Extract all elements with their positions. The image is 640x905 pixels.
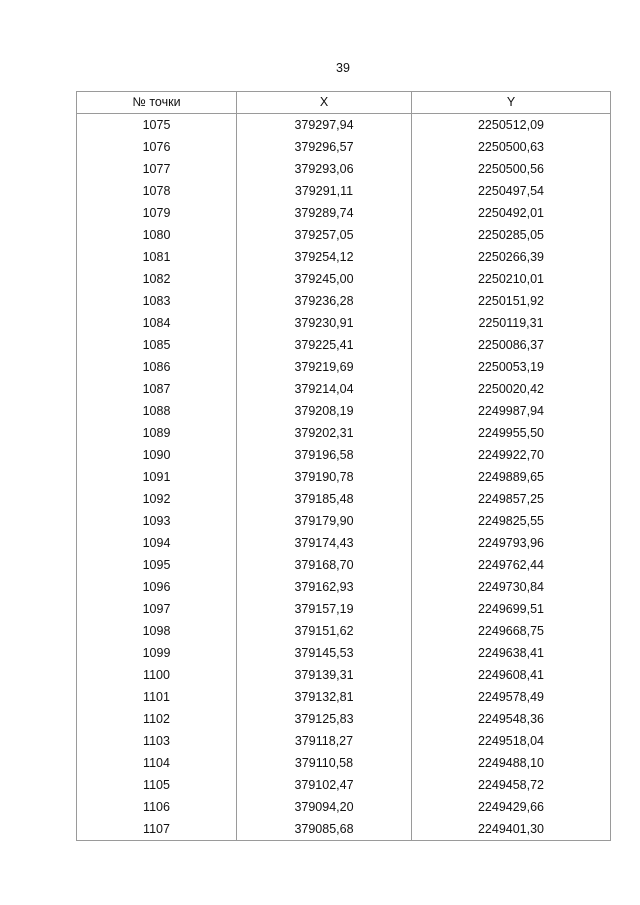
cell-y: 2249518,04	[412, 730, 611, 752]
cell-point-number: 1078	[77, 180, 237, 202]
cell-point-number: 1107	[77, 818, 237, 841]
cell-point-number: 1087	[77, 378, 237, 400]
cell-y: 2249638,41	[412, 642, 611, 664]
cell-x: 379085,68	[237, 818, 412, 841]
cell-x: 379296,57	[237, 136, 412, 158]
cell-x: 379118,27	[237, 730, 412, 752]
cell-x: 379219,69	[237, 356, 412, 378]
cell-y: 2250151,92	[412, 290, 611, 312]
cell-y: 2249699,51	[412, 598, 611, 620]
table-row	[77, 114, 611, 137]
cell-x: 379225,41	[237, 334, 412, 356]
cell-point-number: 1084	[77, 312, 237, 334]
table-row	[77, 620, 611, 642]
table-row	[77, 510, 611, 532]
table-header-row	[77, 92, 611, 114]
cell-y: 2249668,75	[412, 620, 611, 642]
cell-x: 379190,78	[237, 466, 412, 488]
table-row	[77, 136, 611, 158]
table-row	[77, 466, 611, 488]
cell-point-number: 1092	[77, 488, 237, 510]
table-row	[77, 554, 611, 576]
cell-point-number: 1099	[77, 642, 237, 664]
cell-x: 379202,31	[237, 422, 412, 444]
cell-point-number: 1086	[77, 356, 237, 378]
header-x: X	[237, 92, 412, 114]
table-row	[77, 180, 611, 202]
cell-x: 379214,04	[237, 378, 412, 400]
cell-x: 379196,58	[237, 444, 412, 466]
cell-point-number: 1076	[77, 136, 237, 158]
cell-point-number: 1089	[77, 422, 237, 444]
table-row	[77, 444, 611, 466]
cell-y: 2249955,50	[412, 422, 611, 444]
table-body	[77, 114, 611, 841]
table-row	[77, 708, 611, 730]
table-row	[77, 774, 611, 796]
cell-point-number: 1082	[77, 268, 237, 290]
cell-y: 2250119,31	[412, 312, 611, 334]
cell-x: 379132,81	[237, 686, 412, 708]
cell-y: 2250285,05	[412, 224, 611, 246]
cell-x: 379230,91	[237, 312, 412, 334]
cell-y: 2249429,66	[412, 796, 611, 818]
cell-y: 2249608,41	[412, 664, 611, 686]
cell-y: 2250500,63	[412, 136, 611, 158]
cell-x: 379110,58	[237, 752, 412, 774]
cell-y: 2249889,65	[412, 466, 611, 488]
table-row	[77, 598, 611, 620]
cell-x: 379208,19	[237, 400, 412, 422]
cell-point-number: 1081	[77, 246, 237, 268]
table-row	[77, 576, 611, 598]
cell-x: 379254,12	[237, 246, 412, 268]
cell-point-number: 1077	[77, 158, 237, 180]
table-row	[77, 752, 611, 774]
table-row	[77, 356, 611, 378]
table-row	[77, 532, 611, 554]
cell-x: 379291,11	[237, 180, 412, 202]
table-row	[77, 312, 611, 334]
cell-y: 2249401,30	[412, 818, 611, 841]
cell-x: 379236,28	[237, 290, 412, 312]
cell-x: 379145,53	[237, 642, 412, 664]
cell-point-number: 1085	[77, 334, 237, 356]
cell-point-number: 1093	[77, 510, 237, 532]
table-row	[77, 796, 611, 818]
table-row	[77, 686, 611, 708]
table-row	[77, 664, 611, 686]
cell-y: 2250512,09	[412, 114, 611, 137]
cell-y: 2250210,01	[412, 268, 611, 290]
cell-x: 379157,19	[237, 598, 412, 620]
cell-point-number: 1106	[77, 796, 237, 818]
cell-x: 379162,93	[237, 576, 412, 598]
table-row	[77, 224, 611, 246]
cell-y: 2249762,44	[412, 554, 611, 576]
cell-point-number: 1098	[77, 620, 237, 642]
table-row	[77, 378, 611, 400]
cell-y: 2249488,10	[412, 752, 611, 774]
cell-y: 2249825,55	[412, 510, 611, 532]
cell-point-number: 1105	[77, 774, 237, 796]
cell-x: 379185,48	[237, 488, 412, 510]
table-row	[77, 202, 611, 224]
cell-y: 2250020,42	[412, 378, 611, 400]
cell-point-number: 1079	[77, 202, 237, 224]
header-y: Y	[412, 92, 611, 114]
cell-y: 2249458,72	[412, 774, 611, 796]
table-row	[77, 400, 611, 422]
cell-y: 2250497,54	[412, 180, 611, 202]
cell-x: 379102,47	[237, 774, 412, 796]
cell-x: 379245,00	[237, 268, 412, 290]
cell-y: 2249548,36	[412, 708, 611, 730]
header-point-number: № точки	[77, 92, 237, 114]
cell-y: 2249857,25	[412, 488, 611, 510]
cell-point-number: 1075	[77, 114, 237, 137]
table-row	[77, 488, 611, 510]
table-row	[77, 290, 611, 312]
cell-y: 2250266,39	[412, 246, 611, 268]
cell-x: 379151,62	[237, 620, 412, 642]
table-row	[77, 642, 611, 664]
table-row	[77, 818, 611, 841]
table-row	[77, 268, 611, 290]
cell-y: 2249793,96	[412, 532, 611, 554]
cell-x: 379297,94	[237, 114, 412, 137]
cell-y: 2250492,01	[412, 202, 611, 224]
cell-point-number: 1103	[77, 730, 237, 752]
cell-y: 2249578,49	[412, 686, 611, 708]
cell-x: 379174,43	[237, 532, 412, 554]
table-row	[77, 158, 611, 180]
cell-point-number: 1100	[77, 664, 237, 686]
cell-y: 2249730,84	[412, 576, 611, 598]
cell-y: 2250086,37	[412, 334, 611, 356]
cell-point-number: 1097	[77, 598, 237, 620]
cell-x: 379179,90	[237, 510, 412, 532]
cell-point-number: 1094	[77, 532, 237, 554]
cell-x: 379289,74	[237, 202, 412, 224]
cell-x: 379139,31	[237, 664, 412, 686]
cell-y: 2249987,94	[412, 400, 611, 422]
cell-point-number: 1101	[77, 686, 237, 708]
page-number: 39	[336, 61, 350, 75]
cell-x: 379094,20	[237, 796, 412, 818]
cell-x: 379293,06	[237, 158, 412, 180]
cell-point-number: 1083	[77, 290, 237, 312]
table-row	[77, 246, 611, 268]
cell-y: 2249922,70	[412, 444, 611, 466]
cell-x: 379257,05	[237, 224, 412, 246]
cell-point-number: 1104	[77, 752, 237, 774]
table-row	[77, 422, 611, 444]
cell-y: 2250500,56	[412, 158, 611, 180]
cell-x: 379168,70	[237, 554, 412, 576]
cell-point-number: 1080	[77, 224, 237, 246]
table-row	[77, 334, 611, 356]
cell-point-number: 1088	[77, 400, 237, 422]
cell-point-number: 1096	[77, 576, 237, 598]
cell-point-number: 1090	[77, 444, 237, 466]
cell-x: 379125,83	[237, 708, 412, 730]
coordinates-table	[76, 91, 611, 841]
cell-y: 2250053,19	[412, 356, 611, 378]
cell-point-number: 1095	[77, 554, 237, 576]
table-row	[77, 730, 611, 752]
cell-point-number: 1102	[77, 708, 237, 730]
cell-point-number: 1091	[77, 466, 237, 488]
